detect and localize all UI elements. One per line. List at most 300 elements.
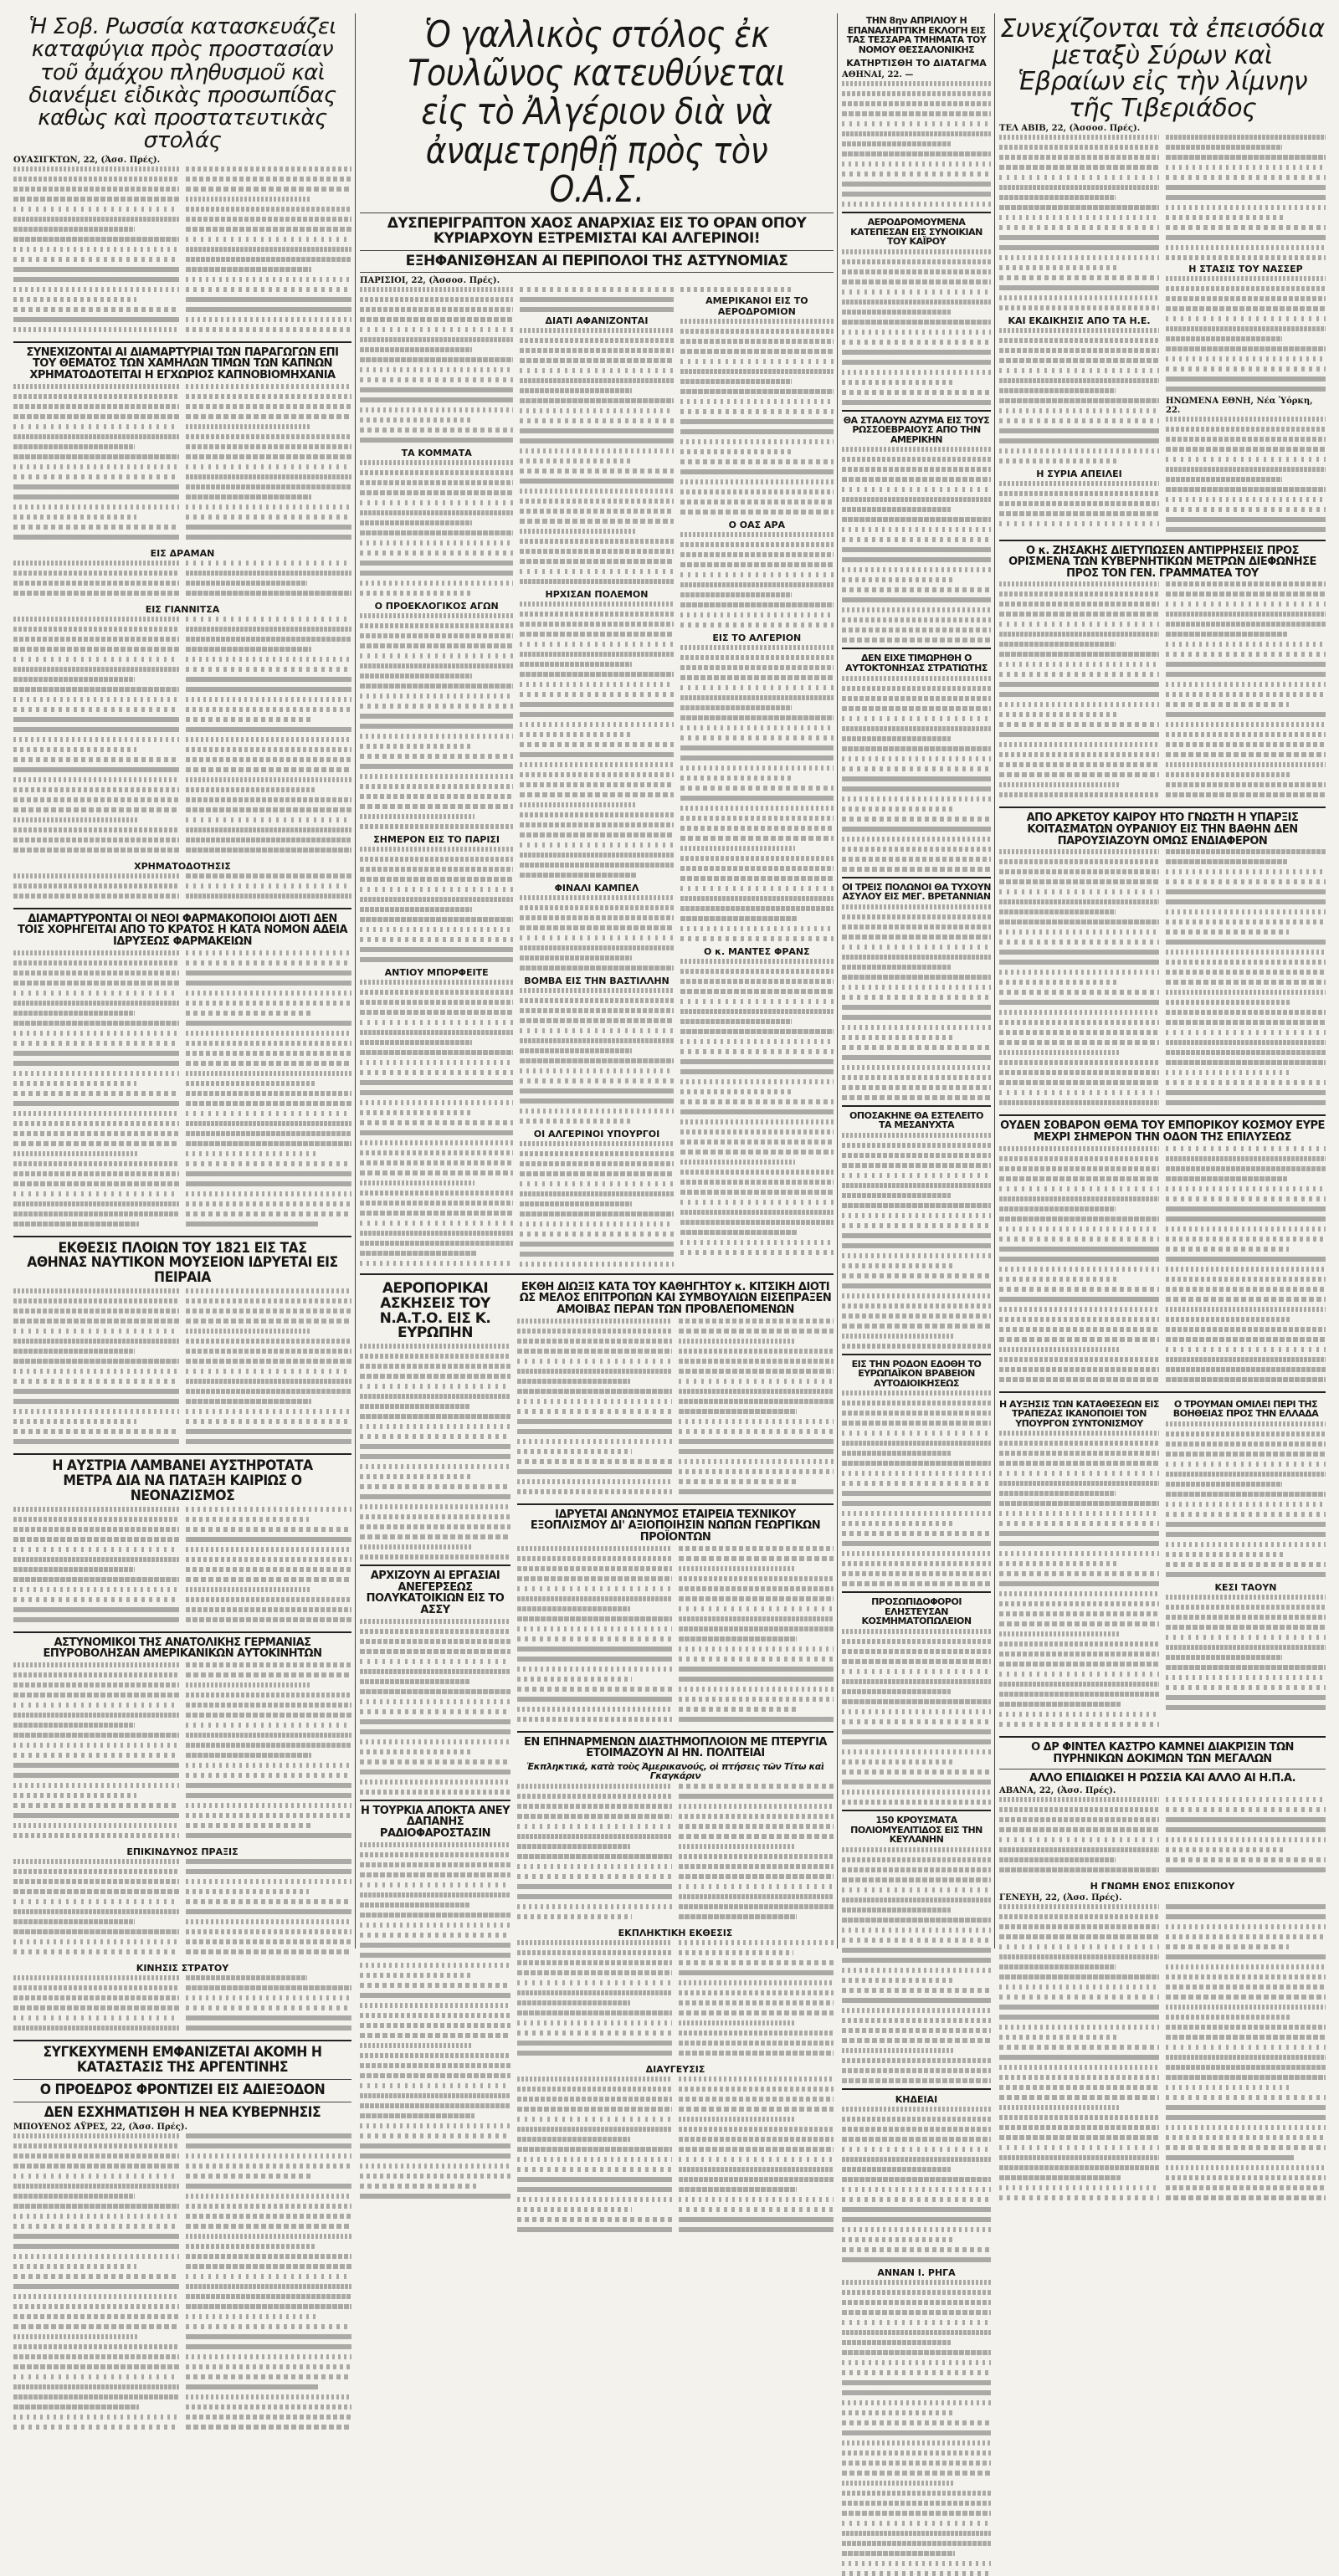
- text-line: [842, 2410, 952, 2415]
- text-line: [13, 1091, 179, 1096]
- text-line: [679, 2010, 834, 2015]
- text-line: [186, 166, 351, 172]
- text-line: [186, 697, 351, 702]
- text-line: [360, 990, 513, 995]
- text-line: [680, 999, 834, 1004]
- text-line: [679, 1369, 834, 1374]
- text-line: [360, 1659, 510, 1664]
- text-line: [999, 398, 1159, 403]
- text-line: [186, 657, 351, 662]
- text-line: [520, 328, 673, 333]
- text-line: [679, 2177, 834, 2182]
- text-line: [13, 1693, 179, 1698]
- text-line: [1166, 2085, 1292, 2090]
- text-line: [679, 1864, 834, 1869]
- text-line: [999, 511, 1159, 516]
- text-line: [360, 684, 513, 689]
- article-body: [999, 1904, 1326, 2205]
- text-line: [13, 677, 135, 682]
- divider: [360, 1800, 510, 1801]
- text-line: [360, 2023, 510, 2028]
- text-line: [842, 1491, 991, 1496]
- text-line: [13, 1211, 179, 1216]
- text-line: [999, 1186, 1159, 1191]
- text-line: [842, 2018, 991, 2023]
- newspaper-page: [13, 13, 1326, 2278]
- text-line: [842, 1551, 991, 1556]
- headline-spaceship: ΕΝ ΕΠΗΝΑΡΜΕΝΩΝ ΔΙΑΣΤΗΜΟΠΛΟΙΟΝ ΜΕ ΠΤΕΡΥΓΙΑ ΕΤΟΙΜΑΖΟΥΝ ΑΙ ΗΝ. ΠΟΛΙΤΕΙΑΙ: [523, 1735, 827, 1760]
- text-line: [1166, 1227, 1326, 1232]
- text-line: [13, 515, 136, 520]
- text-line: [13, 797, 179, 802]
- text-line: [186, 561, 351, 566]
- text-line: [13, 1733, 179, 1738]
- text-line: [520, 569, 673, 574]
- text-line: [999, 940, 1159, 945]
- text-line: [360, 2143, 510, 2148]
- text-line: [13, 2174, 179, 2179]
- text-line: [360, 877, 513, 882]
- text-line: [360, 1953, 510, 1958]
- text-line: [842, 2551, 955, 2556]
- text-line: [1166, 326, 1326, 331]
- text-line: [999, 859, 1159, 864]
- headline-by-election: ΤΗΝ 8ην ΑΠΡΙΛΙΟΥ Η ΕΠΑΝΑΛΗΠΤΙΚΗ ΕΚΛΟΓΗ ΕΙΣ ΤΑΣ ΤΕΣΣΑΡΑ ΤΜΗΜΑΤΑ ΤΟΥ ΝΟΜΟΥ ΘΕΣΣΑΛΟΝΙΚΗΣ: [846, 15, 987, 55]
- text-line: [680, 1180, 834, 1185]
- article-body: [680, 532, 834, 627]
- text-line: [186, 2284, 351, 2289]
- text-line: [186, 1929, 351, 1934]
- text-line: [999, 930, 1159, 935]
- subhead: ΣΗΜΕΡΟΝ ΕΙΣ ΤΟ ΠΑΡΙΣΙ: [373, 834, 500, 846]
- text-line: [679, 2041, 834, 2046]
- text-line: [360, 1749, 471, 1754]
- text-line: [13, 2143, 179, 2148]
- text-line: [186, 1743, 351, 1748]
- text-line: [520, 1191, 673, 1196]
- article-body: [842, 904, 991, 1100]
- text-line: [1166, 980, 1326, 985]
- text-line: [186, 1211, 351, 1216]
- text-line: [842, 1780, 991, 1785]
- text-line: [186, 227, 351, 232]
- text-line: [999, 1682, 1159, 1687]
- text-line: [999, 889, 1159, 894]
- text-line: [186, 1823, 313, 1828]
- article-body: [999, 1431, 1159, 1727]
- text-line: [13, 1121, 179, 1126]
- text-line: [1166, 205, 1326, 210]
- text-line: [679, 2137, 834, 2142]
- text-line: [186, 2394, 351, 2399]
- text-line: [520, 509, 673, 514]
- text-line: [842, 1877, 991, 1882]
- text-line: [679, 2051, 834, 2056]
- text-line: [999, 2025, 1159, 2030]
- text-line: [520, 297, 673, 302]
- column-4: [999, 13, 1326, 1949]
- text-line: [13, 2364, 179, 2369]
- text-line: [999, 155, 1159, 160]
- text-line: [520, 348, 673, 353]
- text-line: [520, 712, 673, 717]
- text-line: [186, 1587, 310, 1592]
- text-line: [680, 1039, 834, 1044]
- text-line: [520, 642, 673, 647]
- text-line: [680, 409, 834, 414]
- text-line: [186, 1773, 351, 1778]
- text-line: [999, 2075, 1159, 2080]
- text-line: [1166, 2025, 1326, 2030]
- text-line: [999, 722, 1159, 727]
- text-line: [999, 622, 1159, 627]
- text-line: [360, 937, 513, 942]
- text-line: [999, 1367, 1159, 1372]
- text-line: [999, 919, 1159, 924]
- text-line: [842, 151, 991, 156]
- text-line: [999, 1827, 1159, 1832]
- text-line: [999, 1857, 1116, 1862]
- text-line: [360, 417, 474, 423]
- text-line: [1166, 387, 1326, 392]
- article-body: [13, 2133, 351, 2435]
- text-line: [1166, 622, 1326, 627]
- text-line: [186, 1803, 351, 1808]
- text-line: [1166, 1904, 1326, 1909]
- text-line: [520, 632, 673, 637]
- text-line: [13, 647, 179, 652]
- text-line: [186, 484, 351, 489]
- text-line: [842, 1887, 991, 1892]
- text-line: [842, 2257, 991, 2262]
- divider: [360, 272, 834, 273]
- text-line: [520, 489, 673, 494]
- article-body: [680, 959, 834, 1255]
- text-line: [679, 1854, 834, 1859]
- text-line: [842, 2521, 991, 2526]
- text-line: [842, 1213, 991, 1218]
- text-line: [842, 467, 991, 472]
- text-line: [517, 2107, 672, 2112]
- text-line: [999, 990, 1159, 995]
- text-line: [679, 1636, 797, 1641]
- text-line: [360, 1404, 469, 1409]
- text-line: [13, 247, 179, 252]
- deck-police-patrols: ΕΞΗΦΑΝΙΣΘΗΣΑΝ ΑΙ ΠΕΡΙΠΟΛΟΙ ΤΗΣ ΑΣΤΥΝΟΜΙΑΣ: [405, 252, 788, 269]
- text-line: [360, 1852, 510, 1857]
- article-body: [13, 384, 351, 545]
- text-line: [999, 1591, 1159, 1596]
- text-line: [999, 950, 1159, 955]
- text-line: [999, 1431, 1159, 1436]
- text-line: [842, 2300, 991, 2305]
- text-line: [1166, 1562, 1326, 1567]
- text-line: [999, 265, 1117, 270]
- text-line: [186, 1703, 351, 1708]
- text-line: [1166, 682, 1326, 687]
- divider: [842, 648, 991, 649]
- text-line: [517, 1379, 630, 1384]
- text-line: [842, 756, 991, 761]
- column-3: [842, 13, 991, 2278]
- text-line: [186, 757, 351, 762]
- text-line: [520, 358, 673, 363]
- text-line: [517, 1586, 672, 1591]
- text-line: [360, 907, 472, 912]
- text-line: [517, 1874, 672, 1879]
- text-line: [517, 2097, 672, 2102]
- headline-commerce: ΟΥΔΕΝ ΣΟΒΑΡΟΝ ΘΕΜΑ ΤΟΥ ΕΜΠΟΡΙΚΟΥ ΚΟΣΜΟΥ ΕΥΡΕ ΜΕΧΡΙ ΣΗΜΕΡΟΝ ΤΗΝ ΟΔΟΝ ΤΗΣ ΕΠΙΛΥΣΕΩΣ: [1000, 1119, 1325, 1144]
- text-line: [1166, 632, 1287, 637]
- article-body: [360, 460, 513, 596]
- text-line: [1166, 990, 1326, 995]
- divider: [517, 1503, 834, 1505]
- text-line: [999, 1521, 1159, 1526]
- text-line: [13, 177, 179, 182]
- text-line: [520, 519, 673, 524]
- text-line: [520, 1252, 673, 1257]
- text-line: [13, 2324, 179, 2329]
- text-line: [999, 1237, 1159, 1242]
- tiberias-story-columns: [999, 135, 1326, 535]
- text-line: [517, 1469, 672, 1474]
- text-line: [999, 632, 1159, 637]
- text-line: [186, 1329, 310, 1334]
- text-line: [1166, 1492, 1326, 1497]
- headline-naval-museum: ΕΚΘΕΣΙΣ ΠΛΟΙΩΝ ΤΟΥ 1821 ΕΙΣ ΤΑΣ ΑΘΗΝΑΣ ΝΑΥΤΙΚΟΝ ΜΟΥΣΕΙΟΝ ΙΔΡΥΕΤΑΙ ΕΙΣ ΠΕΙΡΑΙΑ: [27, 1239, 338, 1287]
- text-line: [13, 2304, 179, 2309]
- subhead: ΔΙΑΤΙ ΑΦΑΝΙΖΟΝΤΑΙ: [545, 315, 649, 327]
- text-line: [13, 474, 179, 479]
- text-line: [999, 2155, 1159, 2160]
- text-line: [999, 1347, 1119, 1352]
- text-line: [186, 717, 313, 722]
- text-line: [679, 2127, 834, 2132]
- text-line: [679, 1626, 834, 1631]
- text-line: [186, 2015, 351, 2020]
- text-line: [999, 612, 1159, 617]
- text-line: [1166, 255, 1326, 260]
- text-line: [679, 1469, 834, 1474]
- text-line: [842, 1193, 951, 1198]
- text-line: [520, 722, 673, 727]
- text-line: [186, 581, 307, 586]
- text-line: [13, 1557, 179, 1562]
- text-line: [842, 567, 991, 572]
- text-line: [360, 2153, 510, 2159]
- text-line: [1166, 2165, 1326, 2170]
- text-line: [842, 1163, 991, 1168]
- text-line: [13, 1319, 179, 1324]
- text-line: [360, 1780, 510, 1785]
- article-body: [842, 2107, 991, 2262]
- text-line: [842, 1203, 991, 1208]
- text-line: [360, 1872, 510, 1877]
- article-body: [520, 602, 673, 878]
- text-line: [517, 1616, 672, 1621]
- text-line: [520, 1028, 673, 1033]
- text-line: [842, 310, 951, 315]
- text-line: [680, 866, 834, 871]
- text-line: [517, 2041, 672, 2046]
- text-line: [186, 817, 351, 822]
- text-line: [842, 91, 991, 96]
- text-line: [13, 1713, 179, 1718]
- article-body: [999, 581, 1326, 802]
- text-line: [1166, 2045, 1326, 2050]
- text-line: [1166, 1817, 1326, 1822]
- text-line: [679, 1566, 795, 1571]
- text-line: [13, 1949, 179, 1954]
- text-line: [680, 766, 834, 771]
- text-line: [517, 1814, 672, 1819]
- divider: [999, 807, 1326, 808]
- text-line: [520, 682, 673, 687]
- text-line: [842, 807, 952, 812]
- text-line: [520, 398, 673, 403]
- text-line: [679, 1399, 834, 1404]
- text-line: [842, 2390, 991, 2395]
- text-line: [842, 914, 991, 919]
- subhead: ΚΑΤΗΡΤΙΣΘΗ ΤΟ ΔΙΑΤΑΓΜΑ: [846, 58, 987, 69]
- text-line: [679, 1794, 834, 1799]
- text-line: [360, 2073, 510, 2078]
- text-line: [186, 960, 351, 965]
- text-line: [360, 1973, 471, 1978]
- text-line: [186, 2334, 351, 2339]
- text-line: [999, 205, 1159, 210]
- text-line: [360, 1739, 510, 1744]
- text-line: [520, 559, 673, 564]
- text-line: [520, 448, 673, 453]
- text-line: [679, 1990, 834, 1995]
- text-line: [1166, 1000, 1290, 1005]
- text-line: [680, 685, 834, 690]
- text-line: [842, 1441, 991, 1446]
- text-line: [999, 165, 1159, 170]
- text-line: [13, 1899, 179, 1904]
- text-line: [679, 1546, 834, 1551]
- text-line: [999, 702, 1159, 707]
- text-line: [999, 712, 1117, 717]
- text-line: [520, 955, 632, 960]
- text-line: [1166, 1645, 1326, 1650]
- text-line: [360, 1709, 510, 1714]
- subhead: ΕΙΣ ΓΙΑΝΝΙΤΣΑ: [145, 603, 220, 615]
- text-line: [842, 2008, 991, 2013]
- text-line: [842, 1689, 951, 1694]
- text-line: [999, 285, 1159, 290]
- text-line: [842, 527, 991, 532]
- text-line: [517, 2157, 672, 2162]
- text-line: [999, 2105, 1119, 2110]
- text-line: [999, 581, 1159, 586]
- text-line: [1166, 1206, 1326, 1211]
- subhead: Η ΣΤΑΣΙΣ ΤΟΥ ΝΑΣΣΕΡ: [1188, 264, 1303, 274]
- text-line: [186, 2264, 351, 2269]
- text-line: [842, 1800, 991, 1805]
- text-line: [842, 1253, 991, 1258]
- text-line: [680, 826, 834, 831]
- text-line: [186, 1001, 351, 1006]
- text-line: [520, 853, 673, 858]
- headline-polish-asylum: ΟΙ ΤΡΕΙΣ ΠΟΛΩΝΟΙ ΘΑ ΤΥΧΟΥΝ ΑΣΥΛΟΥ ΕΙΣ ΜΕΓ. ΒΡΕΤΑΝΝΙΑΝ: [842, 881, 991, 903]
- text-line: [842, 2370, 991, 2375]
- text-line: [360, 2043, 473, 2048]
- text-line: [842, 696, 991, 701]
- text-line: [680, 725, 834, 730]
- text-line: [680, 936, 834, 941]
- text-line: [680, 846, 795, 851]
- text-line: [13, 414, 179, 419]
- text-line: [520, 965, 673, 970]
- text-line: [13, 217, 179, 222]
- text-line: [680, 979, 834, 984]
- text-line: [13, 617, 179, 622]
- text-line: [842, 2310, 991, 2315]
- text-line: [842, 1867, 991, 1872]
- text-line: [13, 2244, 179, 2249]
- text-line: [842, 1769, 991, 1775]
- text-line: [186, 2324, 351, 2329]
- text-line: [842, 249, 991, 254]
- text-line: [680, 479, 834, 484]
- headline-argentina-2: Ο ΠΡΟΕΔΡΟΣ ΦΡΟΝΤΙΖΕΙ ΕΙΣ ΑΔΙΕΞΟΔΟΝ: [39, 2081, 326, 2098]
- text-line: [679, 1874, 834, 1879]
- text-line: [680, 1170, 834, 1175]
- text-line: [842, 2028, 991, 2033]
- divider: [13, 1631, 351, 1633]
- text-line: [520, 925, 673, 930]
- text-line: [13, 2334, 138, 2339]
- headline-uranium: ΑΠΟ ΑΡΚΕΤΟΥ ΚΑΙΡΟΥ ΗΤΟ ΓΝΩΣΤΗ Η ΥΠΑΡΞΙΣ ΚΟΙΤΑΣΜΑΤΩΝ ΟΥΡΑΝΙΟΥ ΕΙΣ ΤΗΝ ΒΑΘΗΝ ΔΕΝ ΠΑΡΟΥΣΙΑΖΟΥΝ ΟΜΩΣ ΕΝΔΙΑΦΕΡΟΝ: [1026, 812, 1299, 848]
- article-body: [13, 617, 351, 858]
- text-line: [680, 459, 834, 464]
- text-line: [680, 592, 793, 597]
- text-line: [13, 1041, 179, 1046]
- text-line: [842, 975, 991, 980]
- text-line: [360, 357, 513, 362]
- subhead: Ο ΟΑΣ ΑΡΑ: [728, 520, 786, 531]
- text-line: [842, 101, 991, 106]
- text-line: [842, 867, 991, 872]
- text-line: [999, 1357, 1159, 1362]
- text-line: [186, 504, 351, 510]
- text-line: [1166, 336, 1282, 341]
- text-line: [517, 1489, 672, 1494]
- text-line: [680, 806, 834, 811]
- divider: [13, 1453, 351, 1455]
- text-line: [13, 1527, 179, 1532]
- text-line: [1166, 1431, 1326, 1437]
- text-line: [186, 1191, 351, 1196]
- text-line: [360, 734, 513, 739]
- text-line: [999, 1837, 1159, 1842]
- text-line: [999, 2125, 1159, 2130]
- text-line: [360, 673, 472, 679]
- text-line: [1166, 859, 1287, 864]
- text-line: [186, 1507, 351, 1512]
- text-line: [999, 1196, 1159, 1201]
- text-line: [13, 637, 179, 642]
- text-line: [186, 2354, 351, 2359]
- text-line: [680, 786, 834, 791]
- text-line: [842, 192, 991, 197]
- text-line: [999, 1531, 1159, 1536]
- text-line: [842, 1481, 991, 1486]
- text-line: [360, 1474, 471, 1479]
- text-line: [13, 697, 179, 702]
